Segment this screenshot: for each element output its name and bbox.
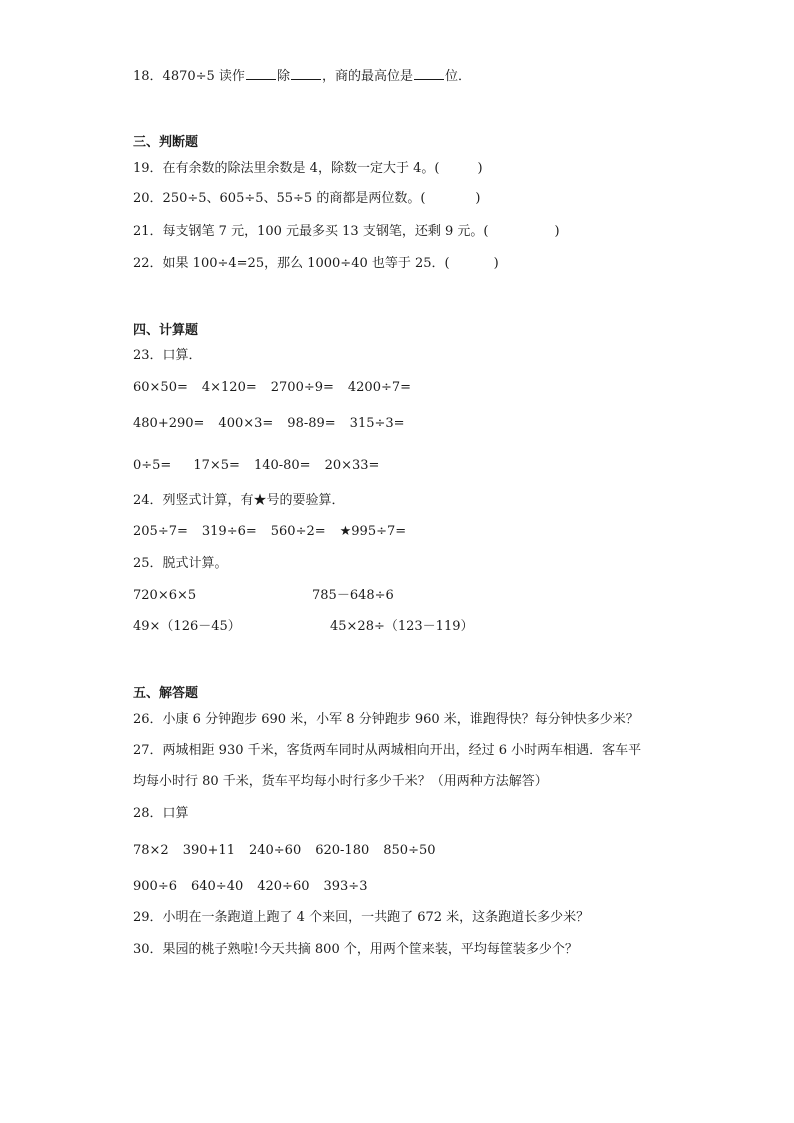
- expression: 240÷60: [248, 843, 302, 858]
- question-25: [133, 554, 228, 574]
- section-heading-calculation: 四、计算题: [133, 323, 199, 338]
- question-number: 25．: [133, 556, 163, 571]
- question-text: 口算: [162, 806, 189, 821]
- expression: 420÷60: [257, 879, 310, 894]
- question-text: 小康 6 分钟跑步 690 米，小军 8 分钟跑步 960 米，谁跑得快？每分钟快多少米？: [162, 712, 639, 727]
- question-30: [133, 940, 578, 960]
- q24-row: [133, 522, 406, 542]
- question-number: 27．: [133, 743, 163, 758]
- expression: 45×28÷（123－119）: [330, 619, 474, 634]
- question-text: 4870÷5 读作: [162, 69, 245, 84]
- q28-row-1: [133, 841, 436, 861]
- section-heading-solution: 五、解答题: [133, 686, 199, 701]
- question-20: [133, 189, 481, 209]
- section-heading-judgement: 三、判断题: [133, 135, 199, 150]
- question-24: [133, 491, 345, 511]
- expression: 400×3=: [218, 416, 274, 431]
- question-number: 26．: [133, 712, 163, 727]
- expression: 2700÷9=: [270, 380, 334, 395]
- q23-row-2: [133, 414, 405, 434]
- answer-blank[interactable]: [414, 66, 444, 80]
- question-21: [133, 222, 560, 242]
- close-paren: ): [554, 224, 560, 239]
- question-26: [133, 710, 639, 730]
- expression: 620-180: [315, 843, 370, 858]
- expression: 315÷3=: [349, 416, 405, 431]
- expression: 720×6×5: [133, 588, 197, 603]
- expression: 0÷5=: [133, 458, 172, 473]
- answer-blank[interactable]: [291, 66, 321, 80]
- answer-blank[interactable]: [246, 66, 276, 80]
- expression: 140-80=: [253, 458, 311, 473]
- question-19: [133, 159, 483, 179]
- question-28: [133, 804, 189, 824]
- question-text: 列竖式计算，有★号的要验算．: [162, 493, 345, 508]
- question-text: 两城相距 930 千米，客货两车同时从两城相向开出，经过 6 小时两车相遇．客车平: [162, 743, 642, 758]
- question-number: 30．: [133, 942, 163, 957]
- expression: 319÷6=: [201, 524, 257, 539]
- close-paren: ): [493, 256, 499, 271]
- question-number: 19．: [133, 161, 163, 176]
- expression: 640÷40: [190, 879, 244, 894]
- question-text: ，商的最高位是: [321, 69, 413, 84]
- question-number: 18．: [133, 69, 163, 84]
- close-paren: ): [475, 191, 481, 206]
- question-number: 20．: [133, 191, 163, 206]
- question-23: [133, 346, 202, 366]
- question-text: 口算．: [162, 348, 202, 363]
- question-27: [133, 741, 641, 761]
- expression: 17×5=: [193, 458, 240, 473]
- question-number: 29．: [133, 910, 163, 925]
- expression: 785－648÷6: [312, 588, 394, 603]
- q23-row-1: [133, 378, 411, 398]
- q28-row-2: [133, 877, 367, 897]
- question-text: 250÷5、605÷5、55÷5 的商都是两位数。(: [162, 191, 426, 206]
- question-number: 24．: [133, 493, 163, 508]
- expression: 60×50=: [133, 380, 188, 395]
- expression: 390+11: [182, 843, 235, 858]
- question-text: 小明在一条跑道上跑了 4 个来回，一共跑了 672 米，这条跑道长多少米？: [162, 910, 590, 925]
- expression: 4×120=: [201, 380, 257, 395]
- expression: 20×33=: [324, 458, 380, 473]
- question-text: 脱式计算。: [162, 556, 228, 571]
- expression: 4200÷7=: [347, 380, 412, 395]
- question-number: 21．: [133, 224, 163, 239]
- expression: 560÷2=: [270, 524, 326, 539]
- question-27-continued: 均每小时行 80 千米，货车平均每小时行多少千米？（用两种方法解答）: [133, 774, 548, 789]
- expression: 205÷7=: [133, 524, 188, 539]
- question-number: 22．: [133, 256, 163, 271]
- question-text: 除: [276, 69, 290, 84]
- q23-row-3: [133, 456, 379, 476]
- question-text: 位．: [444, 69, 471, 84]
- question-number: 28．: [133, 806, 163, 821]
- question-text: 果园的桃子熟啦!今天共摘 800 个，用两个筐来装，平均每筐装多少个？: [162, 942, 578, 957]
- close-paren: ): [477, 161, 483, 176]
- expression: 98-89=: [287, 416, 336, 431]
- expression: 49×（126－45）: [133, 619, 241, 634]
- question-text: 如果 100÷4=25，那么 1000÷40 也等于 25．(: [162, 256, 450, 271]
- question-18: [133, 66, 471, 87]
- question-text: 在有余数的除法里余数是 4，除数一定大于 4。(: [162, 161, 440, 176]
- expression: 900÷6: [133, 879, 177, 894]
- expression: 78×2: [133, 843, 169, 858]
- expression: ★995÷7=: [339, 524, 407, 539]
- expression: 850÷50: [383, 843, 436, 858]
- question-29: [133, 908, 589, 928]
- question-text: 每支钢笔 7 元，100 元最多买 13 支钢笔，还剩 9 元。(: [162, 224, 489, 239]
- expression: 393÷3: [323, 879, 368, 894]
- expression: 480+290=: [133, 416, 205, 431]
- question-number: 23．: [133, 348, 163, 363]
- question-22: [133, 254, 499, 274]
